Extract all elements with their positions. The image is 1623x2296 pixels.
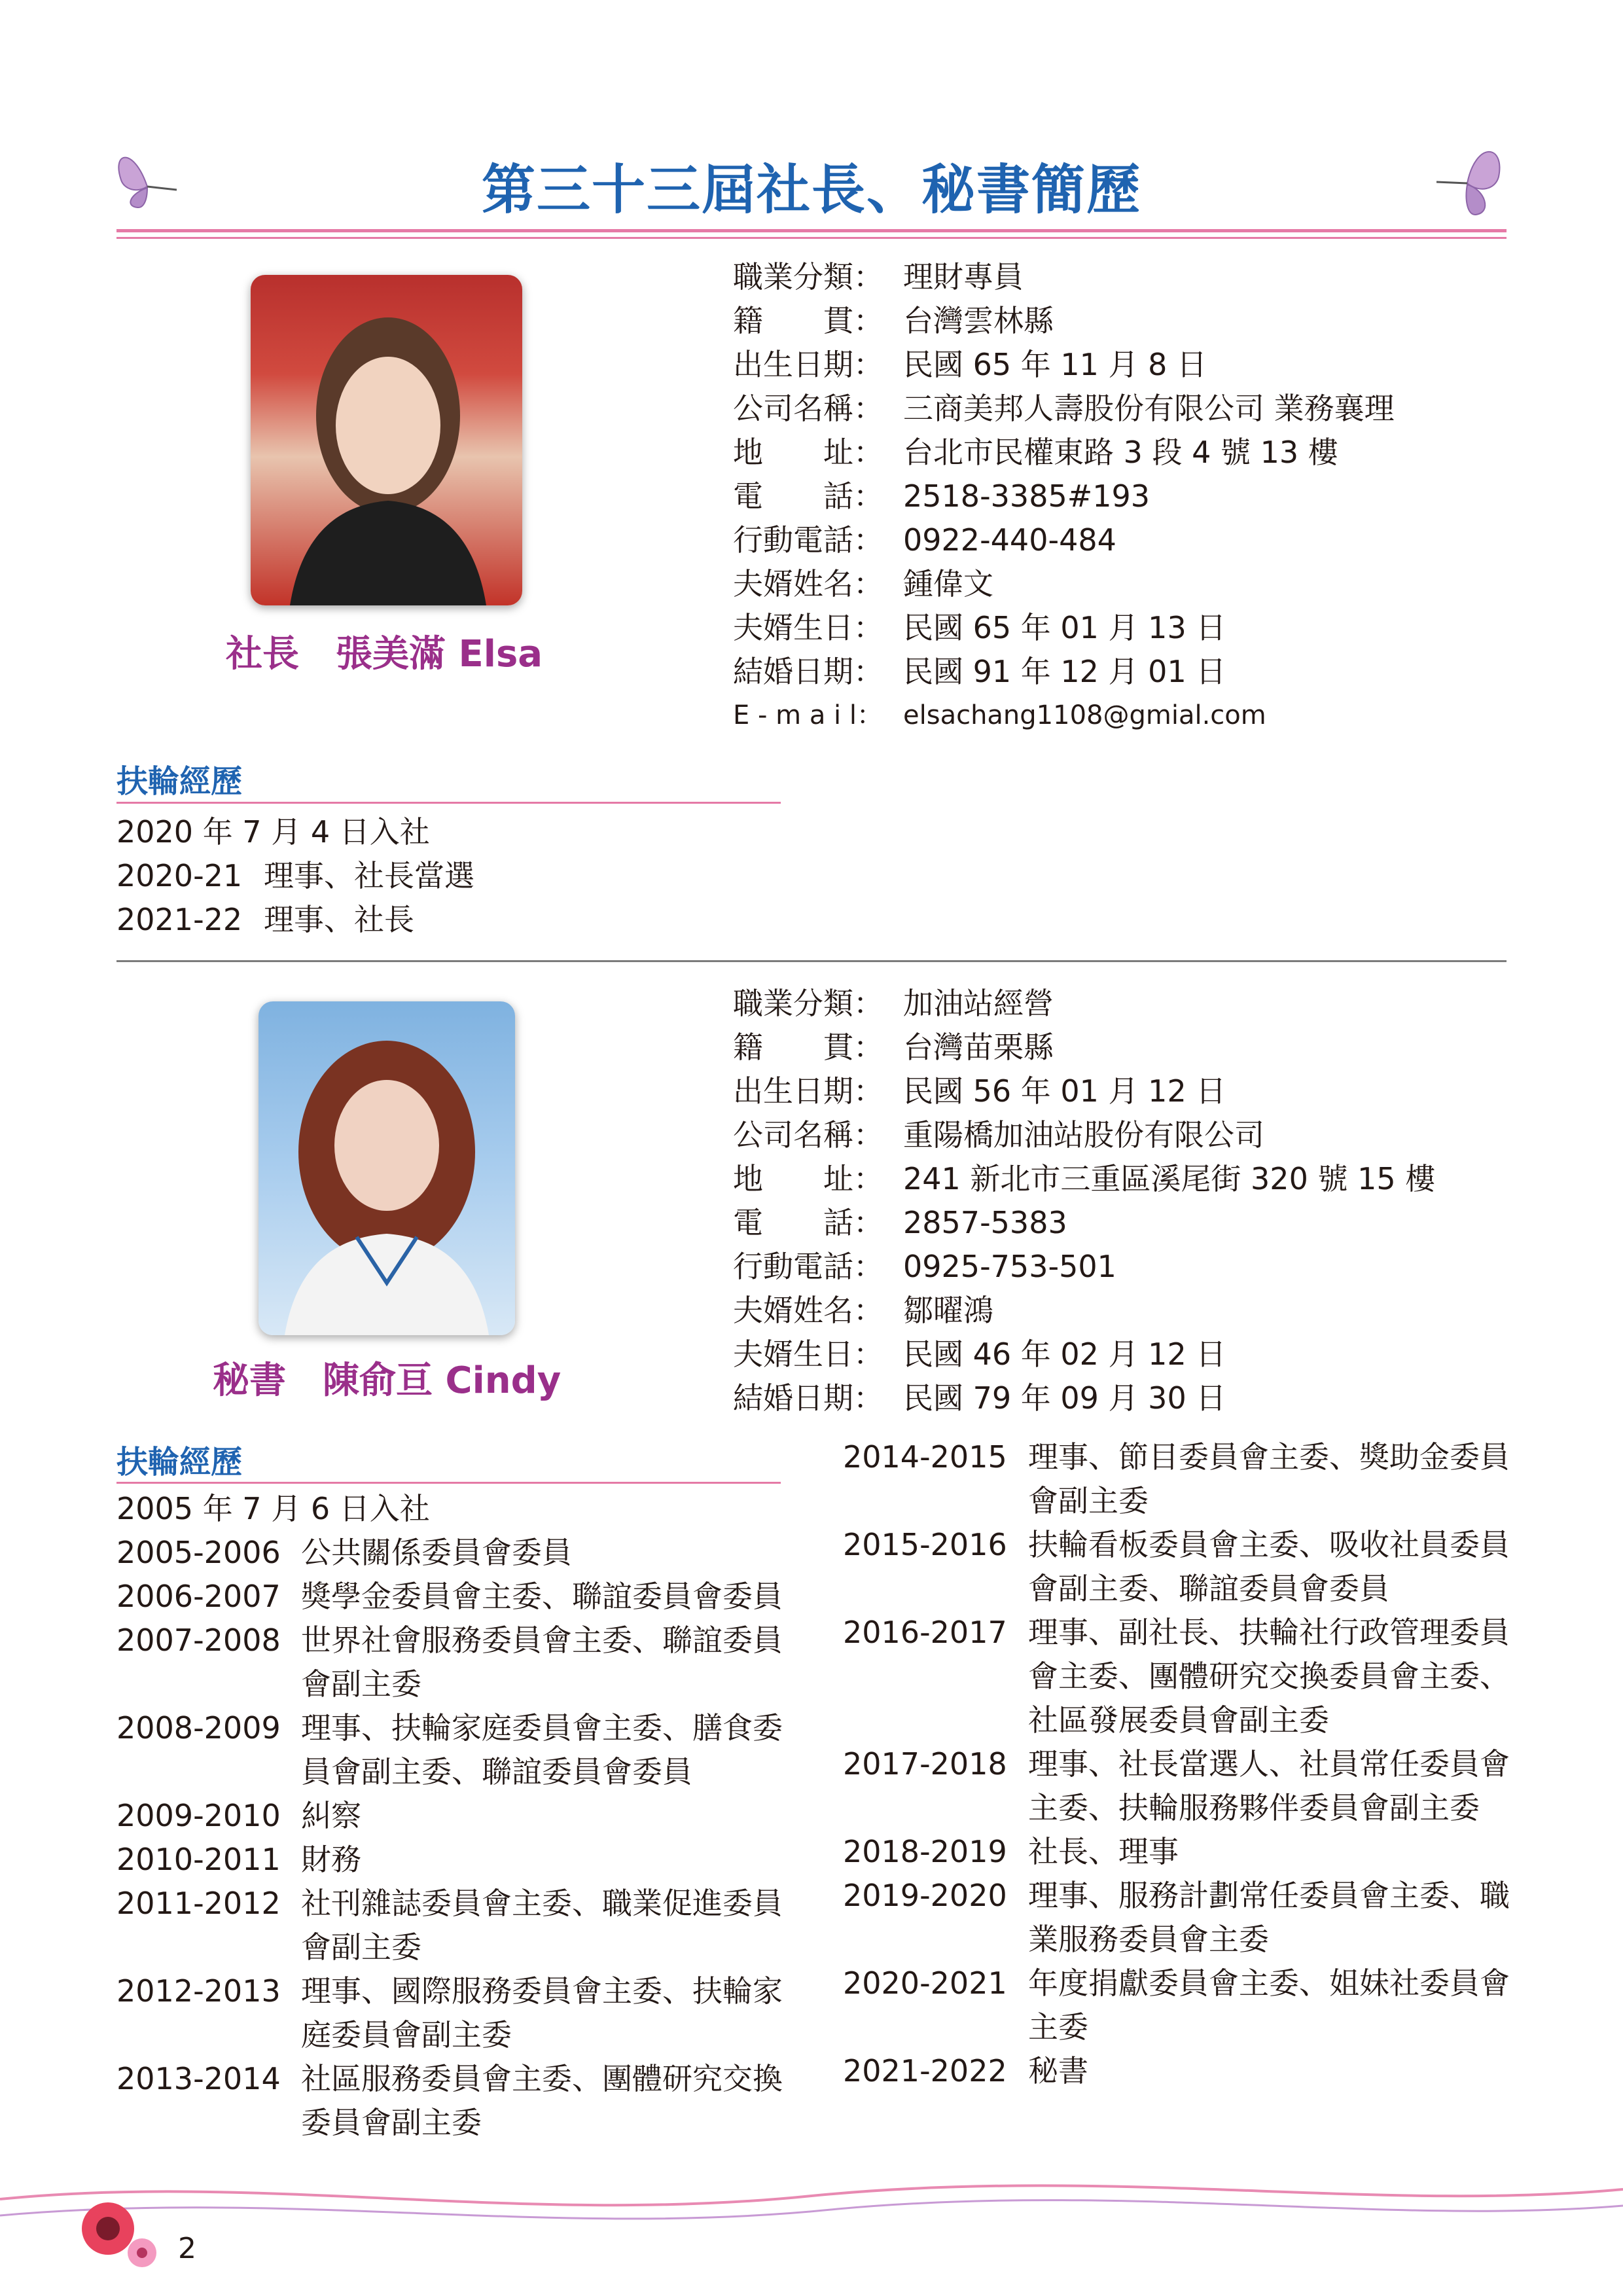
info-value: 台北市民權東路 3 段 4 號 13 樓: [903, 435, 1338, 470]
info-label: 籍 貫：: [733, 1030, 883, 1065]
history-year: 2014-2015: [843, 1439, 1007, 1475]
info-label: 出生日期：: [733, 1073, 883, 1109]
info-label: 電 話：: [733, 478, 883, 514]
history-row: [116, 1969, 791, 2057]
info-value: 三商美邦人壽股份有限公司 業務襄理: [903, 391, 1395, 426]
history-text: 理事、扶輪家庭委員會主委、膳食委員會副主委、聯誼委員會委員: [301, 1710, 783, 1789]
info-value: 加油站經營: [903, 986, 1054, 1021]
president-history-rule: [116, 802, 781, 804]
history-text: 理事、國際服務委員會主委、扶輪家庭委員會副主委: [301, 1973, 783, 2053]
info-value: 民國 79 年 09 月 30 日: [903, 1380, 1226, 1416]
info-label: 職業分類：: [733, 986, 883, 1021]
history-row: [843, 1830, 1510, 1874]
info-value: 理財專員: [903, 259, 1024, 295]
history-year: 2015-2016: [843, 1527, 1007, 1562]
president-photo: [251, 275, 522, 605]
history-row: [843, 1435, 1510, 1523]
header-rule-top: [116, 229, 1507, 232]
history-row: [843, 1874, 1510, 1962]
history-year: 2019-2020: [843, 1878, 1007, 1913]
history-year: 2012-2013: [116, 1973, 281, 2009]
info-label: 公司名稱：: [733, 391, 883, 426]
info-value: 民國 65 年 11 月 8 日: [903, 347, 1207, 382]
history-text: 理事、副社長、扶輪社行政管理委員會主委、團體研究交換委員會主委、社區發展委員會副主委: [1028, 1615, 1510, 1738]
history-text: 理事、社長當選: [264, 858, 474, 893]
history-row: [116, 1882, 791, 1969]
info-label: 夫婿生日：: [733, 1336, 883, 1372]
info-label: 夫婿姓名：: [733, 566, 883, 601]
info-label: E - m a i l：: [733, 700, 883, 730]
info-value: 台灣雲林縣: [903, 303, 1054, 338]
info-label: 地 址：: [733, 1161, 883, 1196]
president-info: [733, 255, 1395, 738]
history-row: [843, 1962, 1510, 2049]
info-value: 241 新北市三重區溪尾街 320 號 15 樓: [903, 1161, 1436, 1196]
info-value: 鍾偉文: [903, 566, 993, 601]
info-label: 行動電話：: [733, 522, 883, 558]
history-text: 社長、理事: [1028, 1834, 1179, 1869]
secretary-photo: [259, 1001, 515, 1335]
history-year: 2005-2006: [116, 1535, 281, 1570]
flower-icon: [69, 2179, 167, 2278]
info-value: 民國 91 年 12 月 01 日: [903, 654, 1226, 689]
history-row: [116, 1531, 791, 1575]
page-title: 第三十三屆社長、秘書簡歷: [481, 159, 1141, 221]
history-row: [116, 1487, 791, 1531]
history-year: 2020-2021: [843, 1965, 1007, 2001]
info-label: 地 址：: [733, 435, 883, 470]
footer-wave-decoration: [0, 2160, 1623, 2238]
history-year: 2020 年 7 月 4 日入社: [116, 814, 430, 850]
history-year: 2010-2011: [116, 1842, 281, 1877]
secretary-info: [733, 982, 1435, 1420]
info-value: 重陽橋加油站股份有限公司: [903, 1117, 1264, 1153]
history-row: [116, 1575, 791, 1619]
history-row: [116, 1794, 791, 1838]
secretary-name: 秘書 陳俞亘 Cindy: [213, 1359, 562, 1402]
history-row: [116, 898, 771, 942]
history-year: 2006-2007: [116, 1579, 281, 1614]
president-history-title: 扶輪經歷: [116, 763, 243, 800]
secretary-history-right: [843, 1435, 1510, 2093]
history-text: 理事、服務計劃常任委員會主委、職業服務委員會主委: [1028, 1878, 1510, 1957]
history-text: 秘書: [1028, 2053, 1088, 2089]
section-divider: [116, 960, 1507, 962]
info-value: 民國 65 年 01 月 13 日: [903, 610, 1226, 645]
header-rule-bottom: [116, 237, 1507, 239]
history-row: [843, 2049, 1510, 2093]
president-name: 社長 張美滿 Elsa: [226, 633, 543, 675]
info-label: 夫婿姓名：: [733, 1293, 883, 1328]
info-value: 台灣苗栗縣: [903, 1030, 1054, 1065]
history-year: 2018-2019: [843, 1834, 1007, 1869]
page-number: 2: [178, 2232, 196, 2265]
history-text: 糾察: [301, 1798, 361, 1833]
history-row: [116, 2057, 791, 2145]
history-row: [116, 1619, 791, 1706]
history-year: 2016-2017: [843, 1615, 1007, 1650]
history-text: 公共關係委員會委員: [301, 1535, 572, 1570]
history-text: 年度捐獻委員會主委、姐妹社委員會主委: [1028, 1965, 1510, 2045]
secretary-history-title: 扶輪經歷: [116, 1444, 243, 1480]
history-row: [116, 1706, 791, 1794]
info-value: 0922-440-484: [903, 522, 1116, 558]
history-year: 2005 年 7 月 6 日入社: [116, 1491, 430, 1526]
history-row: [843, 1611, 1510, 1742]
email-value: elsachang1108@gmial.com: [903, 700, 1266, 730]
history-year: 2009-2010: [116, 1798, 281, 1833]
history-row: [116, 1838, 791, 1882]
info-label: 結婚日期：: [733, 654, 883, 689]
info-value: 民國 56 年 01 月 12 日: [903, 1073, 1226, 1109]
history-text: 財務: [301, 1842, 361, 1877]
history-year: 2020-21: [116, 858, 243, 893]
history-text: 世界社會服務委員會主委、聯誼委員會副主委: [301, 1623, 783, 1702]
history-text: 理事、社長當選人、社員常任委員會主委、扶輪服務夥伴委員會副主委: [1028, 1746, 1510, 1825]
history-text: 理事、節目委員會主委、獎助金委員會副主委: [1028, 1439, 1510, 1518]
history-text: 扶輪看板委員會主委、吸收社員委員會副主委、聯誼委員會委員: [1028, 1527, 1510, 1606]
info-value: 2518-3385#193: [903, 478, 1150, 514]
history-year: 2017-2018: [843, 1746, 1007, 1782]
info-label: 結婚日期：: [733, 1380, 883, 1416]
history-year: 2011-2012: [116, 1886, 281, 1921]
info-value: 鄒曜鴻: [903, 1293, 993, 1328]
info-label: 籍 貫：: [733, 303, 883, 338]
history-text: 社區服務委員會主委、團體研究交換委員會副主委: [301, 2061, 783, 2140]
history-year: 2021-22: [116, 902, 243, 937]
info-value: 2857-5383: [903, 1205, 1067, 1240]
history-year: 2007-2008: [116, 1623, 281, 1658]
info-label: 公司名稱：: [733, 1117, 883, 1153]
history-year: 2013-2014: [116, 2061, 281, 2096]
history-text: 獎學金委員會主委、聯誼委員會委員: [301, 1579, 783, 1614]
history-row: [116, 854, 771, 898]
history-year: 2008-2009: [116, 1710, 281, 1746]
history-row: [843, 1742, 1510, 1830]
history-year: 2021-2022: [843, 2053, 1007, 2089]
secretary-history-rule: [116, 1482, 781, 1484]
info-label: 電 話：: [733, 1205, 883, 1240]
info-label: 夫婿生日：: [733, 610, 883, 645]
info-label: 行動電話：: [733, 1249, 883, 1284]
secretary-history-left: [116, 1487, 791, 2145]
history-row: [116, 810, 771, 854]
history-text: 社刊雜誌委員會主委、職業促進委員會副主委: [301, 1886, 783, 1965]
info-label: 職業分類：: [733, 259, 883, 295]
president-history: [116, 810, 771, 942]
info-value: 0925-753-501: [903, 1249, 1116, 1284]
history-row: [843, 1523, 1510, 1611]
info-label: 出生日期：: [733, 347, 883, 382]
history-text: 理事、社長: [264, 902, 414, 937]
info-value: 民國 46 年 02 月 12 日: [903, 1336, 1226, 1372]
butterfly-right-icon: [1427, 137, 1512, 223]
